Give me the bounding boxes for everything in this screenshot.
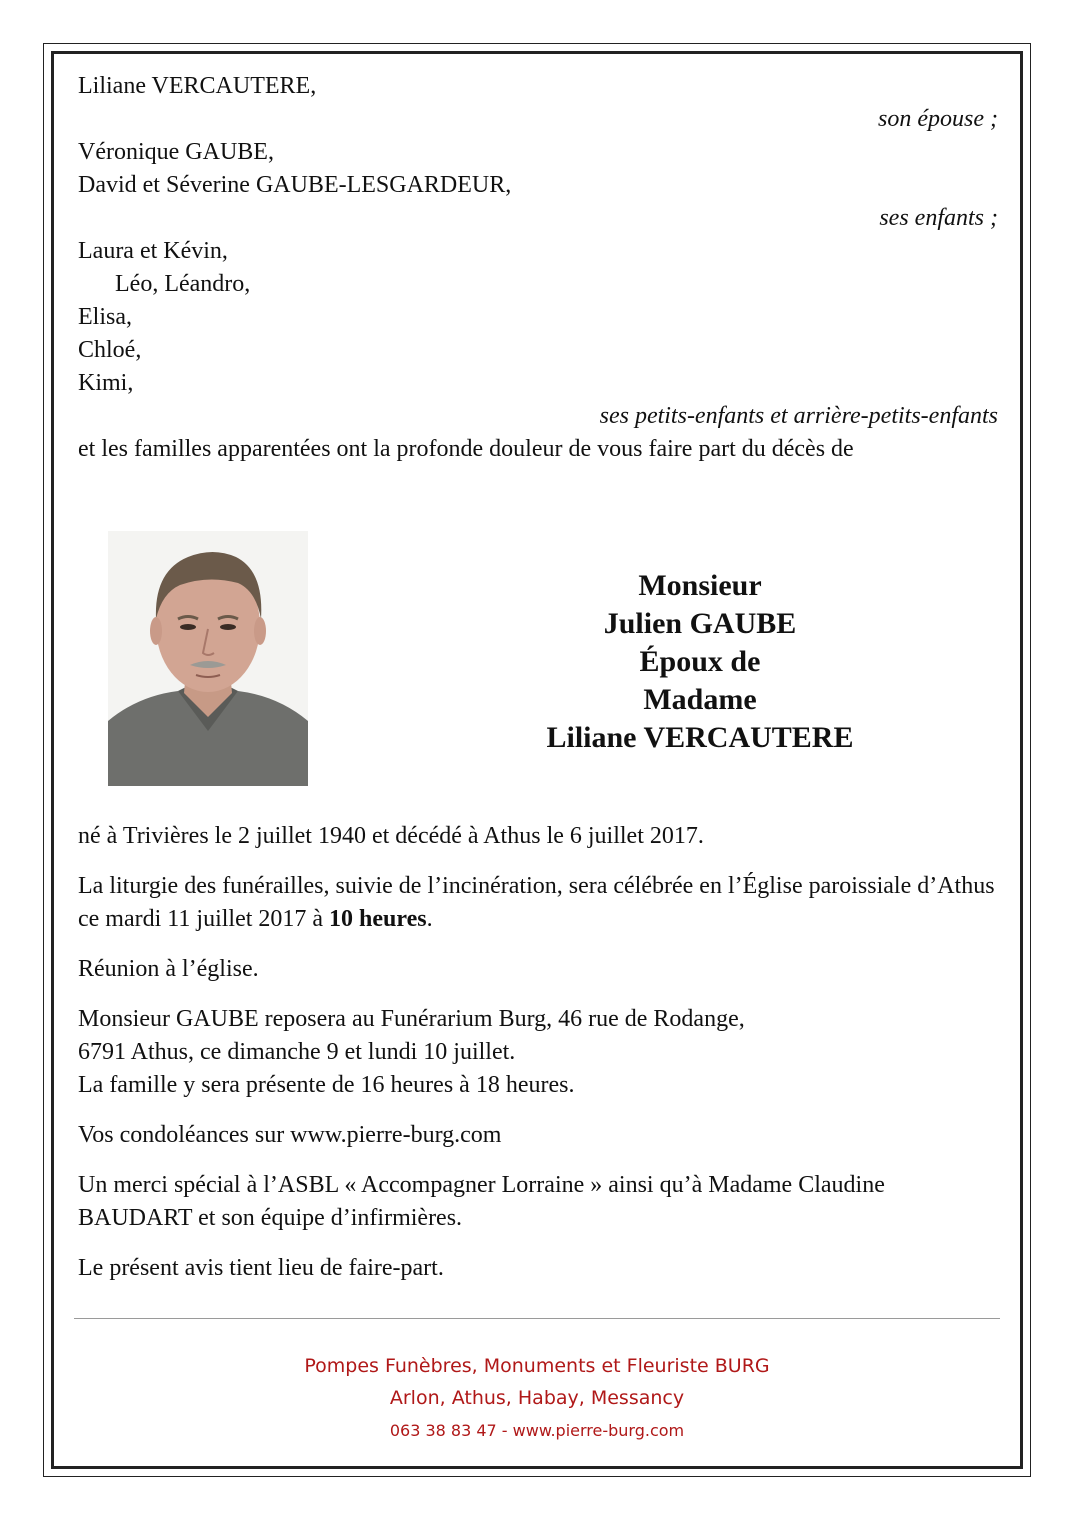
spouse-name: Liliane VERCAUTERE, xyxy=(78,73,317,99)
funeral-home-footer xyxy=(74,1352,1000,1446)
grandchildren-role: ses petits-enfants et arrière-petits-enfants xyxy=(599,403,998,429)
child-name: Véronique GAUBE, xyxy=(78,139,274,165)
deceased-title: Monsieur xyxy=(638,569,762,602)
liturgy-time: 10 heures xyxy=(329,906,427,932)
thanks-text: Un merci spécial à l’ASBL « Accompagner Lorraine » ainsi qu’à Madame Claudine BAUDART et son équipe d’infirmières. xyxy=(78,1172,885,1231)
funeral-home-name: Pompes Funèbres, Monuments et Fleuriste BURG xyxy=(304,1355,770,1377)
funeral-details xyxy=(78,820,998,1302)
deceased-name: Julien GAUBE xyxy=(603,607,797,640)
family-list xyxy=(78,70,998,466)
condolences-text: Vos condoléances sur www.pierre-burg.com xyxy=(78,1122,502,1148)
deceased-name-block xyxy=(520,567,880,757)
birth-death-text: né à Trivières le 2 juillet 1940 et décédé à Athus le 6 juillet 2017. xyxy=(78,823,704,849)
notice-text: Le présent avis tient lieu de faire-part. xyxy=(78,1255,444,1281)
spouse-of-label: Époux de xyxy=(639,645,761,678)
funeral-home-contact: 063 38 83 47 - www.pierre-burg.com xyxy=(389,1421,685,1440)
funeral-home-locations: Arlon, Athus, Habay, Messancy xyxy=(389,1387,685,1409)
meeting-text: Réunion à l’église. xyxy=(78,956,259,982)
grandchild-name: Elisa, xyxy=(78,304,132,330)
portrait-photo xyxy=(108,531,308,786)
viewing-text: Monsieur GAUBE reposera au Funérarium Burg, 46 rue de Rodange, 6791 Athus, ce dimanche 9 et lundi 10 juillet. La famille y sera présente de 16 heures à 18 heures. xyxy=(78,1006,745,1098)
liturgy-text: La liturgie des funérailles, suivie de l’incinération, sera célébrée en l’Église paroissiale d’Athus ce mardi 11 juillet 2017 à 10 heures. xyxy=(78,873,995,932)
child-name: David et Séverine GAUBE-LESGARDEUR, xyxy=(78,172,512,198)
footer-divider xyxy=(74,1318,1000,1319)
spouse-title: Madame xyxy=(643,683,757,716)
announcement-text: et les familles apparentées ont la profonde douleur de vous faire part du décès de xyxy=(78,436,854,462)
spouse-full-name: Liliane VERCAUTERE xyxy=(546,721,854,754)
spouse-role: son épouse ; xyxy=(878,106,998,132)
grandchild-name: Laura et Kévin, xyxy=(78,238,228,264)
grandchild-name: Chloé, xyxy=(78,337,142,363)
grandchild-name: Léo, Léandro, xyxy=(115,271,251,297)
grandchild-name: Kimi, xyxy=(78,370,134,396)
children-role: ses enfants ; xyxy=(879,205,998,231)
